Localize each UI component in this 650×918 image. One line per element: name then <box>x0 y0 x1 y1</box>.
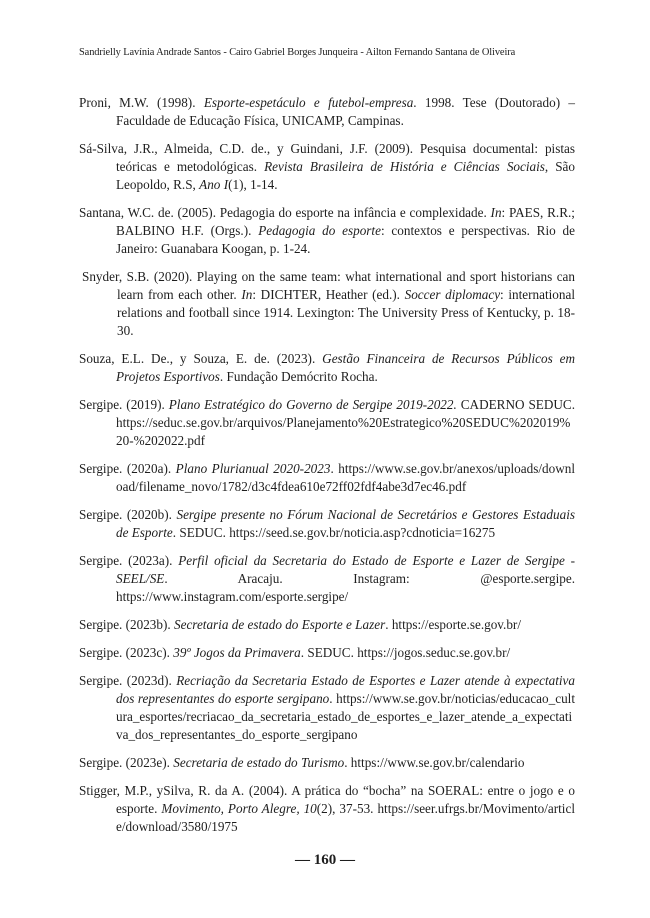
reference-text: . Aracaju. Instagram: @esporte.sergipe. https://www.instagram.com/esporte.sergipe/ <box>116 571 575 604</box>
reference-text: Santana, W.C. de. (2005). Pedagogia do esporte na infância e complexidade. <box>79 205 491 220</box>
reference-title: Soccer diplomacy <box>404 287 501 302</box>
reference-text: . SEDUC. https://seed.se.gov.br/noticia.asp?cdnoticia=16275 <box>172 525 496 540</box>
reference-text: : DICHTER, Heather (ed.). <box>252 287 405 302</box>
reference-url: https://seduc.se.gov.br/arquivos/Planejamento%20Estrategico%20SEDUC%202019%20-%202022.pdf <box>116 415 571 448</box>
reference-title: Movimento, Porto Alegre, 10 <box>161 801 317 816</box>
reference-title: Recriação da Secretaria Estado de Esportes e Lazer atende à expectativa dos representantes do esporte sergipano <box>116 673 575 706</box>
reference-title: Pedagogia do esporte <box>258 223 381 238</box>
reference-text: Sergipe. (2023d). <box>79 673 177 688</box>
reference-text: Sergipe. (2020b). <box>79 507 177 522</box>
reference-text: . <box>329 691 337 706</box>
reference-text: . 1998. Tese (Doutorado) – Faculdade de Educação Física, UNICAMP, Campinas. <box>116 95 575 128</box>
reference-text: CADERNO SEDUC. <box>456 397 575 412</box>
reference-entry <box>79 672 575 744</box>
reference-entry <box>79 94 575 130</box>
reference-text: : contextos e perspectivas. Rio de Janeiro: Guanabara Koogan, p. 1-24. <box>116 223 575 256</box>
reference-title: Plano Plurianual 2020-2023 <box>175 461 331 476</box>
reference-text: . https://www.se.gov.br/calendario <box>344 755 525 770</box>
reference-title: Secretaria de estado do Esporte e Lazer <box>174 617 386 632</box>
running-header-authors: Sandrielly Lavínia Andrade Santos - Cairo Gabriel Borges Junqueira - Ailton Fernando Santana de Oliveira <box>79 47 516 58</box>
reference-title: In <box>490 205 502 220</box>
reference-text: Sergipe. (2023e). <box>79 755 174 770</box>
reference-text: , São Leopoldo, R.S, <box>116 159 576 192</box>
reference-url: https://www.se.gov.br/noticias/educacao_cultura_esportes/recriacao_da_secretaria_estado_de_esportes_e_lazer_atende_a_expectativa_dos_representantes_do_esporte_sergipano <box>116 691 575 742</box>
reference-text: Sergipe. (2023a). <box>79 553 179 568</box>
reference-text: Souza, E.L. De., y Souza, E. de. (2023). <box>79 351 323 366</box>
reference-title: 39º Jogos da Primavera <box>173 645 301 660</box>
reference-text: Sá-Silva, J.R., Almeida, C.D. de., y Guindani, J.F. (2009). Pesquisa documental: pistas teóricas e metodológicas. <box>79 141 575 174</box>
reference-title: Perfil oficial da Secretaria do Estado de Esporte e Lazer de Sergipe - SEEL/SE <box>116 553 575 586</box>
reference-text: . https://esporte.se.gov.br/ <box>385 617 521 632</box>
reference-entry <box>79 204 575 258</box>
reference-entry <box>79 552 575 606</box>
reference-entry <box>79 644 575 662</box>
reference-url: https://seer.ufrgs.br/Movimento/article/download/3580/1975 <box>116 801 575 834</box>
reference-text: Sergipe. (2023b). <box>79 617 174 632</box>
reference-text: Snyder, S.B. (2020). Playing on the same team: what international and sport historians can learn from each other. <box>82 269 575 302</box>
reference-text: (1), 1-14. <box>228 177 278 192</box>
reference-text: Sergipe. (2023c). <box>79 645 174 660</box>
reference-entry <box>79 268 575 340</box>
reference-entry <box>79 754 575 772</box>
reference-entry <box>79 506 575 542</box>
reference-title: Esporte-espetáculo e futebol-empresa <box>203 95 414 110</box>
reference-text: (2), 37-53. <box>316 801 378 816</box>
reference-title: Ano I <box>199 177 229 192</box>
reference-text: Sergipe. (2019). <box>79 397 169 412</box>
reference-title: In <box>241 287 253 302</box>
reference-entry <box>79 396 575 450</box>
reference-url: https://www.se.gov.br/anexos/uploads/download/filename_novo/1782/d3c4fdea610e72ff02fdf4abe3d7ec46.pdf <box>116 461 575 494</box>
reference-title: Sergipe presente no Fórum Nacional de Secretários e Gestores Estaduais de Esporte <box>116 507 575 540</box>
reference-text: . <box>330 461 339 476</box>
reference-entry <box>79 350 575 386</box>
references-list <box>79 94 575 846</box>
reference-text: : international relations and football since 1914. Lexington: The University Press of Kentucky, p. 18-30. <box>117 287 575 338</box>
reference-text: Sergipe. (2020a). <box>79 461 176 476</box>
reference-text: : PAES, R.R.; BALBINO H.F. (Orgs.). <box>116 205 575 238</box>
page-number: — 160 — <box>295 852 355 868</box>
reference-entry <box>79 616 575 634</box>
reference-entry <box>79 140 575 194</box>
reference-text: . Fundação Demócrito Rocha. <box>219 369 378 384</box>
reference-entry <box>79 460 575 496</box>
reference-title: Revista Brasileira de História e Ciências Sociais <box>264 159 545 174</box>
reference-title: Plano Estratégico do Governo de Sergipe 2019-2022. <box>168 397 457 412</box>
reference-text: Proni, M.W. (1998). <box>79 95 204 110</box>
reference-text: . SEDUC. https://jogos.seduc.se.gov.br/ <box>300 645 511 660</box>
reference-entry <box>79 782 575 836</box>
reference-title: Gestão Financeira de Recursos Públicos em Projetos Esportivos <box>116 351 576 384</box>
reference-text: Stigger, M.P., ySilva, R. da A. (2004). A prática do “bocha” na SOERAL: entre o jogo e o esporte. <box>79 783 575 816</box>
reference-title: Secretaria de estado do Turismo <box>173 755 345 770</box>
